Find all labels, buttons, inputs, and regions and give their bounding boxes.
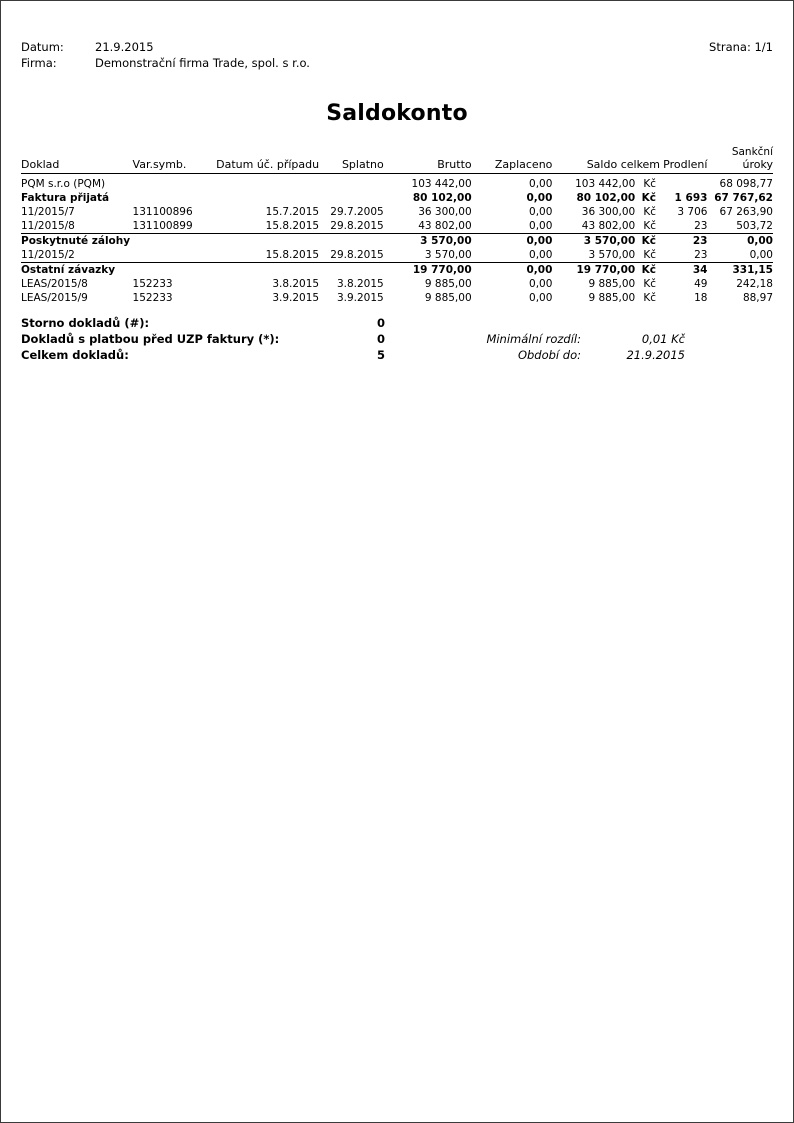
cell-datum-uc (216, 174, 323, 192)
summary-value: 5 (376, 348, 385, 362)
cell-zaplaceno: 0,00 (529, 249, 553, 261)
column-header-doklad: Doklad (21, 158, 133, 174)
cell-uroky: 67 767,62 (714, 192, 773, 204)
table-head (21, 146, 773, 174)
cell-splatno: 29.8.2015 (330, 220, 384, 232)
cell-prodleni (660, 174, 711, 192)
cell-brutto: 103 442,00 (411, 178, 472, 190)
summary-section (21, 315, 773, 363)
head-spacer-5 (390, 146, 478, 158)
cell-splatno (323, 234, 390, 249)
table-row (21, 174, 773, 192)
page-number: Strana: 1/1 (709, 40, 773, 54)
head-spacer-9 (660, 146, 711, 158)
cell-prodleni: 18 (694, 292, 708, 304)
cell-splatno (323, 263, 390, 278)
column-header-zaplaceno: Zaplaceno (478, 158, 559, 174)
cell-datum-uc (216, 234, 323, 249)
cell-saldo: 9 885,00 (588, 278, 636, 290)
table-row (21, 291, 773, 305)
report-header (21, 39, 773, 71)
head-spacer-6 (478, 146, 559, 158)
cell-var-symb: 152233 (132, 278, 173, 290)
summary-value: 0 (376, 332, 385, 346)
cell-saldo: 36 300,00 (581, 206, 636, 218)
cell-prodleni: 49 (694, 278, 708, 290)
table-row (21, 263, 773, 278)
cell-var-symb (133, 191, 217, 205)
cell-zaplaceno: 0,00 (526, 192, 553, 204)
header-date-row (21, 39, 773, 55)
cell-zaplaceno: 0,00 (529, 278, 553, 290)
column-header-sankcni: Sankční (731, 146, 773, 158)
cell-zaplaceno: 0,00 (529, 178, 553, 190)
cell-saldo: 43 802,00 (581, 220, 636, 232)
cell-var-symb (133, 263, 217, 278)
summary-body (21, 315, 773, 363)
header-firm-row (21, 55, 773, 71)
summary-note-label: Minimální rozdíl: (486, 332, 581, 346)
cell-zaplaceno: 0,00 (529, 220, 553, 232)
cell-mena: Kč (635, 234, 660, 249)
table-head-main-row (21, 158, 773, 174)
cell-var-symb: 131100896 (132, 206, 193, 218)
cell-datum-uc (216, 263, 323, 278)
cell-doklad: 11/2015/2 (21, 249, 75, 261)
cell-prodleni: 34 (660, 263, 711, 278)
cell-saldo: 103 442,00 (575, 178, 636, 190)
cell-datum-uc: 15.8.2015 (265, 249, 320, 261)
summary-row (21, 331, 773, 347)
cell-uroky: 0,00 (711, 234, 773, 249)
cell-uroky: 0,00 (749, 249, 773, 261)
cell-brutto: 3 570,00 (390, 234, 478, 249)
table-row (21, 219, 773, 234)
cell-datum-uc (216, 191, 323, 205)
cell-doklad: LEAS/2015/8 (21, 278, 88, 290)
table-row (21, 248, 773, 263)
head-spacer-3 (216, 146, 323, 158)
cell-saldo: 19 770,00 (558, 263, 635, 278)
cell-doklad: Faktura přijatá (21, 192, 110, 204)
cell-brutto: 9 885,00 (424, 292, 472, 304)
head-spacer-8 (635, 146, 660, 158)
head-spacer-7 (558, 146, 635, 158)
cell-var-symb: 152233 (132, 292, 173, 304)
cell-zaplaceno: 0,00 (478, 263, 559, 278)
table-head-top-row (21, 146, 773, 158)
cell-doklad: Poskytnuté zálohy (21, 234, 133, 249)
cell-doklad: LEAS/2015/9 (21, 292, 88, 304)
column-header-uroky: úroky (711, 158, 773, 174)
cell-mena: Kč (643, 220, 657, 232)
summary-note-label (411, 315, 591, 331)
cell-prodleni: 1 693 (674, 192, 708, 204)
cell-splatno (323, 174, 390, 192)
summary-table (21, 315, 773, 363)
table-row (21, 277, 773, 291)
summary-row (21, 347, 773, 363)
column-header-datum-uc: Datum úč. případu (216, 158, 323, 174)
cell-brutto: 9 885,00 (424, 278, 472, 290)
cell-uroky: 68 098,77 (719, 178, 773, 190)
cell-splatno: 3.9.2015 (336, 292, 384, 304)
head-spacer-2 (133, 146, 217, 158)
column-header-var-symb: Var.symb. (133, 158, 217, 174)
cell-prodleni: 23 (694, 249, 708, 261)
table-row (21, 205, 773, 219)
cell-uroky: 67 263,90 (719, 206, 773, 218)
table-row (21, 191, 773, 205)
cell-mena: Kč (643, 278, 657, 290)
summary-note-value: 21.9.2015 (626, 348, 685, 362)
table-row (21, 234, 773, 249)
cell-var-symb (133, 248, 217, 263)
firm-value: Demonstrační firma Trade, spol. s r.o. (95, 56, 310, 70)
cell-mena: Kč (643, 249, 657, 261)
date-value: 21.9.2015 (95, 40, 154, 54)
cell-mena: Kč (643, 292, 657, 304)
cell-prodleni: 3 706 (677, 206, 708, 218)
cell-mena: Kč (641, 192, 657, 204)
saldokonto-table (21, 146, 773, 305)
summary-label: Dokladů s platbou před UZP faktury (*): (21, 332, 280, 346)
date-label: Datum: (21, 40, 64, 54)
column-header-prodleni: Prodlení (660, 158, 711, 174)
column-header-splatno: Splatno (323, 158, 390, 174)
cell-doklad: PQM s.r.o (PQM) (21, 178, 106, 190)
summary-label: Celkem dokladů: (21, 348, 129, 362)
cell-saldo: 9 885,00 (588, 292, 636, 304)
cell-var-symb (133, 234, 217, 249)
table-body (21, 174, 773, 306)
summary-note-value: 0,01 Kč (641, 332, 685, 346)
cell-saldo: 3 570,00 (558, 234, 635, 249)
summary-label: Storno dokladů (#): (21, 316, 150, 330)
cell-datum-uc: 3.8.2015 (272, 278, 320, 290)
cell-brutto: 19 770,00 (390, 263, 478, 278)
cell-datum-uc: 3.9.2015 (272, 292, 320, 304)
cell-zaplaceno: 0,00 (529, 292, 553, 304)
cell-mena: Kč (643, 206, 657, 218)
cell-var-symb (133, 174, 217, 192)
cell-zaplaceno: 0,00 (478, 234, 559, 249)
cell-doklad: 11/2015/7 (21, 206, 75, 218)
cell-prodleni: 23 (694, 220, 708, 232)
summary-note-value (591, 315, 773, 331)
cell-brutto: 3 570,00 (424, 249, 472, 261)
cell-var-symb: 131100899 (132, 220, 193, 232)
cell-splatno: 29.8.2015 (330, 249, 384, 261)
cell-prodleni: 23 (660, 234, 711, 249)
cell-splatno: 3.8.2015 (336, 278, 384, 290)
cell-datum-uc: 15.7.2015 (265, 206, 320, 218)
cell-uroky: 242,18 (736, 278, 773, 290)
cell-doklad: 11/2015/8 (21, 220, 75, 232)
cell-brutto: 43 802,00 (418, 220, 472, 232)
cell-mena: Kč (643, 178, 657, 190)
head-spacer-4 (323, 146, 390, 158)
cell-brutto: 80 102,00 (412, 192, 472, 204)
cell-splatno: 29.7.2005 (330, 206, 384, 218)
firm-label: Firma: (21, 56, 57, 70)
column-header-saldo-celkem: Saldo celkem (558, 158, 660, 174)
cell-brutto: 36 300,00 (418, 206, 472, 218)
column-header-brutto: Brutto (390, 158, 478, 174)
cell-doklad: Ostatní závazky (21, 263, 133, 278)
page-title: Saldokonto (326, 101, 468, 126)
cell-splatno (323, 191, 390, 205)
cell-uroky: 88,97 (742, 292, 773, 304)
cell-saldo: 3 570,00 (588, 249, 636, 261)
report-sheet (21, 39, 773, 363)
cell-uroky: 503,72 (736, 220, 773, 232)
cell-datum-uc: 15.8.2015 (265, 220, 320, 232)
summary-value: 0 (376, 316, 385, 330)
summary-note-label: Období do: (517, 348, 581, 362)
summary-row (21, 315, 773, 331)
cell-uroky: 331,15 (711, 263, 773, 278)
cell-zaplaceno: 0,00 (529, 206, 553, 218)
cell-saldo: 80 102,00 (576, 192, 636, 204)
head-spacer-1 (21, 146, 133, 158)
cell-mena: Kč (635, 263, 660, 278)
